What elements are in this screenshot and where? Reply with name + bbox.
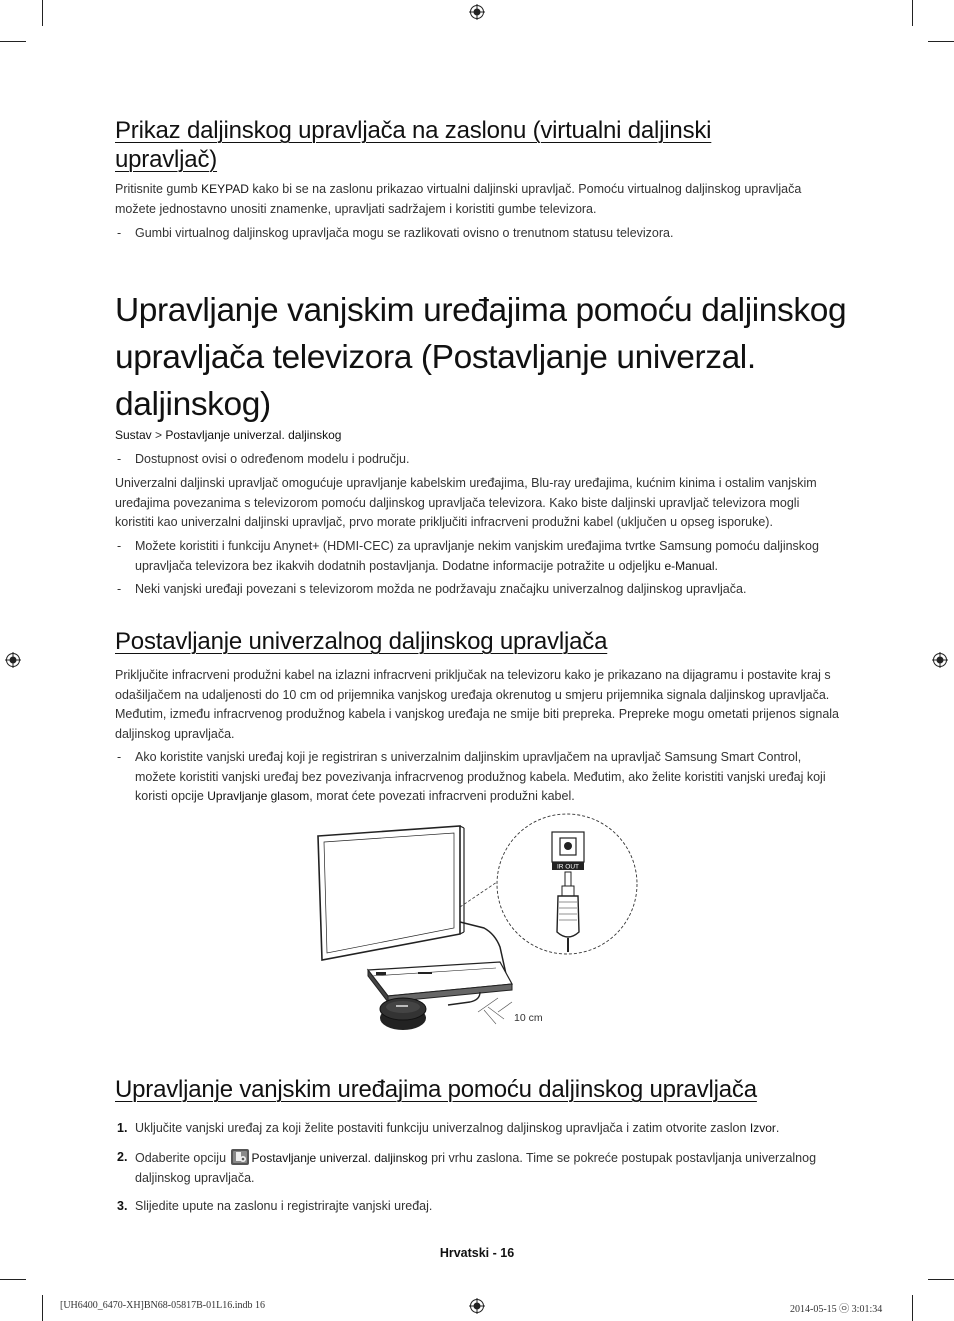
crop-mark [0, 1279, 26, 1280]
file-info: [UH6400_6470-XH]BN68-05817B-01L16.indb 16 [60, 1300, 265, 1311]
smart-control-note: - Ako koristite vanjski uređaj koji je registriran s univerzalnim daljinskim upravljačem na upravljač Samsung Smart Control, možete koristiti vanjski uređaj bez povezivanja infracrvenog produžnog kabela. Međutim, ako želite koristiti vanjski uređaj koji koristi opcije Upravljanje glasom, morat ćete povezati infracrveni produžni kabel. [117, 750, 826, 804]
registration-mark-icon [932, 652, 948, 668]
universal-remote-setup-icon [230, 1148, 250, 1166]
tv-illustration [318, 826, 464, 960]
breadcrumb: Sustav > Postavljanje univerzal. daljinskog [115, 428, 342, 442]
external-device-illustration [368, 962, 512, 1002]
anynet-note: - Možete koristiti i funkciju Anynet+ (HDMI-CEC) za upravljanje nekim vanjskim uređajima tvrtke Samsung pomoću daljinskog upravljača televizora bez ikakvih dodatnih postavljanja. Dodatne informacije potražite u odjeljku e-Manual. [117, 539, 819, 573]
section-title-control-external-devices: Upravljanje vanjskim uređajima pomoću daljinskog upravljača [115, 1076, 757, 1103]
registration-mark-icon [469, 4, 485, 20]
crop-mark [928, 1279, 954, 1280]
section-title-universal-remote: Upravljanje vanjskim uređajima pomoću daljinskog upravljača televizora (Postavljanje univerzal. daljinskog) [115, 292, 847, 423]
section-title-setup-universal-remote: Postavljanje univerzalnog daljinskog upravljača [115, 628, 608, 655]
section-title-virtual-remote: Prikaz daljinskog upravljača na zaslonu (virtualni daljinski upravljač) [115, 117, 712, 173]
print-date: 2014-05-15 ㉧ 3:01:34 [790, 1304, 883, 1315]
registration-mark-icon [5, 652, 21, 668]
crop-mark [0, 41, 26, 42]
page-number: Hrvatski - 16 [439, 1246, 515, 1260]
ir-connection-diagram [300, 812, 650, 1044]
crop-mark [42, 1295, 43, 1321]
step-2: 2. Odaberite opciju Postavljanje univerzal. daljinskog pri vrhu zaslona. Time se pokreće postupak postavljanja univerzalnog daljinskog upravljača. [117, 1150, 817, 1185]
crop-mark [912, 0, 913, 26]
ir-out-label: IR OUT [556, 863, 580, 871]
registration-mark-icon [469, 1298, 485, 1314]
crop-mark [42, 0, 43, 26]
universal-remote-paragraph: Univerzalni daljinski upravljač omogućuje upravljanje kabelskim uređajima, Blu-ray uređajima, kućnim kinima i ostalim vanjskim uređajima povezanima s televizorom pomoću daljinskog upravljača televizora. Kako biste daljinski upravljač televizora mogli koristiti kao univerzalni daljinski upravljač, prvo morate priključiti infracrveni produžni kabel (uključen u opseg isporuke). [115, 476, 817, 530]
crop-mark [928, 41, 954, 42]
virtual-remote-note: - Gumbi virtualnog daljinskog upravljača mogu se razlikovati ovisno o trenutnom statusu televizora. [117, 226, 674, 240]
distance-label: 10 cm [514, 1012, 543, 1024]
setup-paragraph: Priključite infracrveni produžni kabel na izlazni infracrveni priključak na televizoru kako je prikazano na dijagramu i postavite kraj s odašiljačem na udaljenosti do 10 cm od prijemnika vanjskog uređaja okrenutog u smjeru prijemnika signala daljinskog upravljača. Međutim, između infracrvenog produžnog kabela i vanjskog uređaja ne smije biti prepreka. Prepreke mogu ometati prijenos signala daljinskog upravljača. [115, 668, 839, 741]
compatibility-note: - Neki vanjski uređaji povezani s televizorom možda ne podržavaju značajku univerzalnog daljinskog upravljača. [117, 582, 747, 596]
step-1: 1. Uključite vanjski uređaj za koji želite postaviti funkciju univerzalnog daljinskog upravljača i zatim otvorite zaslon Izvor. [117, 1121, 780, 1135]
virtual-remote-paragraph: Pritisnite gumb KEYPAD kako bi se na zaslonu prikazao virtualni daljinski upravljač. Pomoću virtualnog daljinskog upravljača možete jednostavno unositi znamenke, upravljati sadržajem i koristiti gumbe televizora. [115, 182, 802, 216]
availability-note: - Dostupnost ovisi o određenom modelu i području. [117, 452, 410, 466]
crop-mark [912, 1295, 913, 1321]
step-3: 3. Slijedite upute na zaslonu i registrirajte vanjski uređaj. [117, 1199, 433, 1213]
